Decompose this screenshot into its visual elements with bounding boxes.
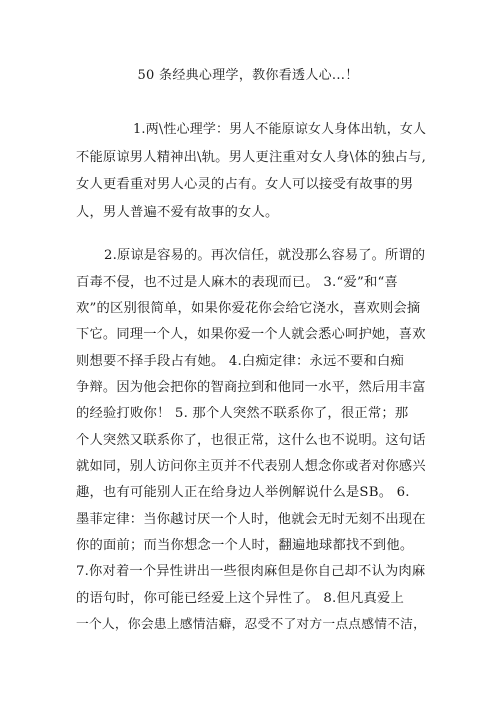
document-title: 50 条经典心理学，教你看透人心...！: [137, 68, 359, 83]
paragraph-2-line: 墨菲定律：当你越讨厌一个人时，他就会无时无刻不出现在: [76, 512, 426, 527]
paragraph-1-line: 女人更看重对男人心灵的占有。女人可以接受有故事的男: [76, 177, 414, 192]
paragraph-2-line: 趣，也有可能别人正在给身边人举例解说什么是SB。 6.: [76, 485, 410, 500]
paragraph-2-line: 一个人，你会患上感情洁癖，忍受不了对方一点点感情不洁，: [76, 617, 427, 632]
paragraph-2-line: 就如同，别人访问你主页并不代表别人想念你或者对你感兴: [76, 459, 426, 474]
paragraph-2-line: 个人突然又联系你了，也很正常，这什么也不说明。这句话: [76, 433, 426, 448]
paragraph-2-line: 的经验打败你！ 5. 那个人突然不联系你了，很正常；那: [76, 406, 409, 421]
paragraph-2-line: 7.你对着一个异性讲出一些很肉麻但是你自己却不认为肉麻: [76, 564, 426, 579]
paragraph-2-line: 争辩。因为他会把你的智商拉到和他同一水平，然后用丰富: [76, 380, 426, 395]
paragraph-2-line: 2.原谅是容易的。再次信任，就没那么容易了。所谓的: [104, 248, 426, 263]
paragraph-2-line: 的语句时，你可能已经爱上这个异性了。 8.但凡真爱上: [76, 591, 404, 606]
paragraph-2-line: 欢”的区别很简单，如果你爱花你会给它浇水，喜欢则会摘: [76, 301, 421, 316]
paragraph-1-line: 人，男人普遍不爱有故事的女人。: [76, 205, 279, 220]
paragraph-2-line: 你的面前；而当你想念一个人时，翻遍地球都找不到他。: [76, 538, 414, 553]
paragraph-2-line: 百毒不侵，也不过是人麻木的表现而已。 3.“爱”和“喜: [76, 275, 398, 290]
paragraph-1-line: 1.两\性心理学：男人不能原谅女人身体出轨，女人: [133, 122, 427, 137]
paragraph-1-line: 不能原谅男人精神出\轨。男人更注重对女人身\体的独占与,: [76, 150, 426, 165]
paragraph-2-line: 下它。同理一个人，如果你爱一个人就会悉心呵护她，喜欢: [76, 327, 426, 342]
paragraph-2-line: 则想要不择手段占有她。 4.白痴定律：永远不要和白痴: [76, 354, 404, 369]
